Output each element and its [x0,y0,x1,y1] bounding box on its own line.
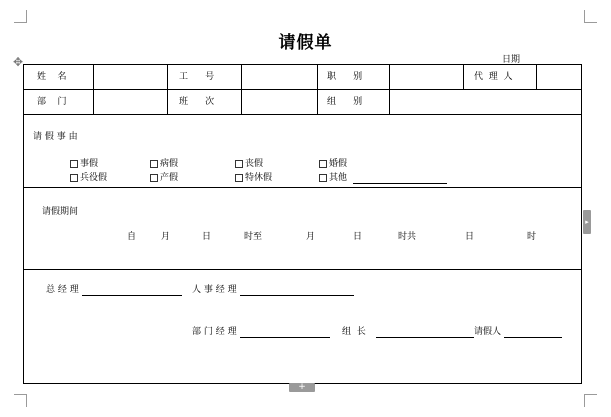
dept-manager-field[interactable] [240,327,330,338]
period-text: 日 [353,232,363,242]
chevron-right-icon[interactable]: ▸ [583,210,591,234]
column-divider [241,65,242,114]
plus-icon[interactable]: + [289,383,315,392]
period-text: 月 [306,232,316,242]
hr-manager-signature: 人 事 经 理 [192,284,354,296]
column-divider [167,65,168,114]
checkbox[interactable] [70,174,78,182]
reason-option[interactable]: 婚假 [319,158,347,170]
period-text: 自 [127,232,137,242]
reason-option[interactable]: 丧假 [235,158,263,170]
position-label: 职 别 [327,72,363,82]
checkbox[interactable] [150,160,158,168]
hr-manager-field[interactable] [240,285,354,296]
name-label: 姓 名 [37,72,67,82]
move-icon[interactable]: ✥ [12,55,24,69]
reason-option[interactable]: 病假 [150,158,178,170]
group-leader-field[interactable] [376,327,474,338]
deputy-label: 代 理 人 [474,72,513,82]
reason-option[interactable]: 其他 [319,172,447,184]
row-divider [24,269,581,270]
reason-option[interactable]: 产假 [150,172,178,184]
period-text: 时至 [244,232,263,242]
applicant-field[interactable] [504,327,562,338]
general-manager-field[interactable] [82,285,182,296]
checkbox[interactable] [70,160,78,168]
checkbox[interactable] [235,160,243,168]
reason-option[interactable]: 特休假 [235,172,272,184]
other-reason-field[interactable] [353,173,447,184]
period-text: 日 [465,232,475,242]
period-text: 时 [527,232,537,242]
period-label: 请假期间 [42,207,79,217]
reason-label: 请 假 事 由 [33,132,78,142]
row-divider [24,89,581,90]
shift-label: 班 次 [179,97,215,107]
reason-option[interactable]: 兵役假 [70,172,107,184]
period-text: 月 [161,232,171,242]
checkbox[interactable] [319,174,327,182]
column-divider [317,65,318,114]
department-label: 部 门 [37,97,67,107]
period-text: 日 [202,232,212,242]
row-divider [24,114,581,115]
crop-mark-top-right [584,10,597,23]
row-divider [24,187,581,188]
document-title: 请假单 [278,33,333,53]
employee-id-label: 工 号 [179,72,215,82]
column-divider [93,65,94,114]
period-text: 时共 [398,232,417,242]
leave-form-table [23,64,582,384]
crop-mark-bottom-left [14,394,27,407]
group-label: 组 别 [327,97,363,107]
date-label: 日期 [502,55,521,65]
group-leader-signature: 组 长 [342,326,474,338]
applicant-signature: 请假人 [474,326,562,338]
crop-mark-bottom-right [584,394,597,407]
column-divider [536,65,537,89]
column-divider [389,65,390,114]
checkbox[interactable] [150,174,158,182]
dept-manager-signature: 部 门 经 理 [192,326,330,338]
column-divider [463,65,464,89]
checkbox[interactable] [319,160,327,168]
general-manager-signature: 总 经 理 [46,284,182,296]
crop-mark-top-left [14,10,27,23]
checkbox[interactable] [235,174,243,182]
reason-option[interactable]: 事假 [70,158,98,170]
